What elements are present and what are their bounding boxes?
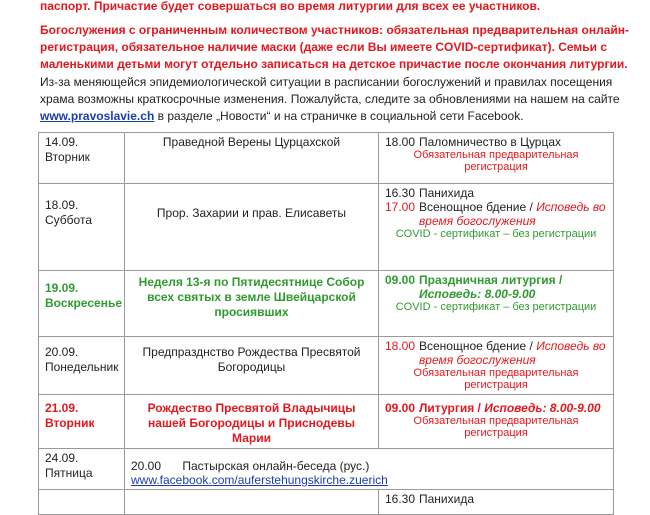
services-cell xyxy=(379,337,614,395)
weekday: Воскресенье xyxy=(45,296,123,310)
date-cell xyxy=(39,490,125,515)
services-cell xyxy=(379,271,614,337)
service-name: Литургия / Исповедь: 8.00-9.00 xyxy=(419,401,601,415)
schedule-table xyxy=(38,132,614,515)
table-row xyxy=(39,184,614,271)
date-cell xyxy=(39,337,125,395)
changes-notice xyxy=(40,74,640,125)
table-row xyxy=(39,337,614,395)
date-cell xyxy=(39,271,125,337)
feast-cell: Рождество Пресвятой Владычицы нашей Богородицы и Приснодевы Марии xyxy=(125,395,379,449)
date-cell xyxy=(39,184,125,271)
date-cell xyxy=(39,395,125,449)
service xyxy=(385,186,607,200)
date: 14.09. xyxy=(45,135,79,149)
registration-note: Обязательная предварительная регистрация xyxy=(413,367,579,391)
date: 21.09. xyxy=(45,401,79,415)
service-time: 09.00 xyxy=(385,401,416,415)
changes-text: Из-за меняющейся эпидемиологической ситуации в расписании богослужений и правилах посещения храма возможны краткосрочные изменения. Пожалуйста, следите за обновлениями на нашем на сайте xyxy=(40,75,620,106)
service xyxy=(385,397,607,415)
changes-tail: в разделе „Новости“ и на страничке в социальной сети Facebook. xyxy=(154,109,524,123)
service-time: 16.30 xyxy=(385,186,416,200)
service xyxy=(385,135,607,149)
feast-cell: Неделя 13-я по Пятидесятнице Собор всех святых в земле Швейцарской просиявших xyxy=(125,271,379,337)
event-time: 20.00 xyxy=(131,459,162,473)
service-name: Паломничество в Цурцах xyxy=(419,135,562,149)
weekday: Вторник xyxy=(45,150,90,164)
service-name: Всенощное бдение / Исповедь во время богослужения xyxy=(419,200,606,228)
date: 18.09. xyxy=(45,198,79,212)
service xyxy=(385,273,607,301)
event-name: Пастырская онлайн-беседа (рус.) xyxy=(182,459,370,473)
date: 24.09. xyxy=(45,451,79,465)
feast-cell: Прор. Захарии и прав. Елисаветы xyxy=(125,184,379,271)
services-cell xyxy=(379,395,614,449)
event-cell xyxy=(125,449,614,490)
services-cell xyxy=(379,184,614,271)
site-link[interactable]: www.pravoslavie.ch xyxy=(40,109,155,123)
covid-note: COVID - сертификат – без регистрации xyxy=(395,228,597,240)
services-cell xyxy=(379,490,614,515)
weekday: Суббота xyxy=(45,213,92,227)
service-time: 18.00 xyxy=(385,339,416,353)
weekday: Понедельник xyxy=(45,360,119,374)
service-time: 17.00 xyxy=(385,200,416,214)
services-notice: Богослужения с ограниченным количеством участников: обязательная предварительная онлайн-регистрация, обязательное наличие маски (даже если Вы имеете COVID-сертификат). Семьи с маленькими детьми могут отдельно записаться на детское причастие после окончания литургии. xyxy=(40,23,630,71)
table-row xyxy=(39,133,614,184)
table-row xyxy=(39,449,614,490)
service-name: Праздничная литургия / Исповедь: 8.00-9.00 xyxy=(419,273,563,301)
service xyxy=(385,339,607,367)
service-time: 09.00 xyxy=(385,273,416,287)
services-cell xyxy=(379,133,614,184)
service-name: Панихида xyxy=(419,492,475,506)
registration-note: Обязательная предварительная регистрация xyxy=(413,149,579,173)
service xyxy=(385,492,607,506)
covid-note: COVID - сертификат – без регистрации xyxy=(395,301,597,313)
table-row xyxy=(39,395,614,449)
feast-cell: Предпразднство Рождества Пресвятой Богородицы xyxy=(125,337,379,395)
table-row xyxy=(39,271,614,337)
feast-cell xyxy=(125,490,379,515)
table-row xyxy=(39,490,614,515)
facebook-link[interactable]: www.facebook.com/auferstehungskirche.zuerich xyxy=(131,473,388,487)
feast-cell: Праведной Верены Цурцахской xyxy=(125,133,379,184)
weekday: Пятница xyxy=(45,466,93,480)
service-name: Всенощное бдение / Исповедь во время богослужения xyxy=(419,339,606,367)
communion-note: паспорт. Причастие будет совершаться во время литургии для всех ее участников. xyxy=(40,0,541,13)
date: 19.09. xyxy=(45,281,79,295)
date-cell xyxy=(39,133,125,184)
weekday: Вторник xyxy=(45,416,95,430)
service-time: 16.30 xyxy=(385,492,416,506)
service-name: Панихида xyxy=(419,186,475,200)
registration-note: Обязательная предварительная регистрация xyxy=(413,415,579,439)
service xyxy=(385,200,607,228)
date: 20.09. xyxy=(45,345,79,359)
service-time: 18.00 xyxy=(385,135,416,149)
date-cell xyxy=(39,449,125,490)
